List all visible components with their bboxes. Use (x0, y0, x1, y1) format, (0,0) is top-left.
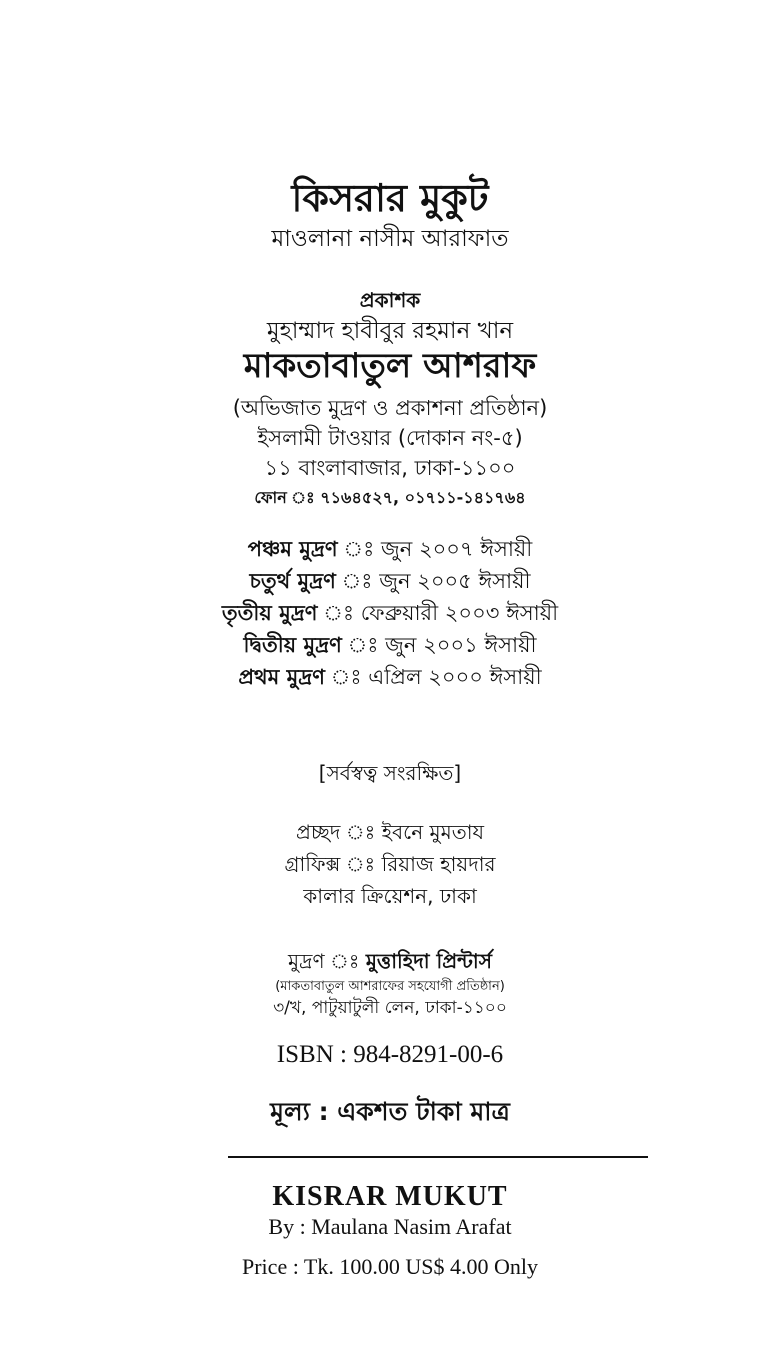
isbn: ISBN : 984-8291-00-6 (276, 1041, 504, 1068)
edition-label: দ্বিতীয় মুদ্রণ (243, 633, 342, 657)
edition-date: এপ্রিল ২০০০ ঈসায়ী (368, 665, 542, 689)
color-credit: কালার ক্রিয়েশন, ঢাকা (303, 884, 477, 908)
edition-separator: ঃ (317, 601, 361, 625)
printer-name: মুত্তাহিদা প্রিন্টার্স (365, 949, 492, 973)
edition-row (0, 665, 780, 690)
edition-date: জুন ২০০৫ ঈসায়ী (379, 569, 531, 593)
edition-row (0, 633, 780, 658)
edition-label: চতুর্থ মুদ্রণ (249, 569, 336, 593)
book-title: কিসরার মুকুট (291, 176, 489, 220)
price-bangla: মূল্য : একশত টাকা মাত্র (270, 1097, 510, 1126)
publisher-name: মুহাম্মাদ হাবীবুর রহমান খান (266, 318, 514, 344)
edition-date: ফেব্রুয়ারী ২০০৩ ঈসায়ী (360, 601, 559, 625)
edition-date: জুন ২০০১ ঈসায়ী (385, 633, 537, 657)
edition-label: তৃতীয় মুদ্রণ (221, 601, 318, 625)
edition-row (0, 537, 780, 562)
cover-credit: প্রচ্ছদ ঃ ইবনে মুমতায (295, 820, 485, 844)
divider-line (228, 1156, 648, 1158)
edition-label: প্রথম মুদ্রণ (238, 665, 325, 689)
printer-address: ৩/খ, পাটুয়াটুলী লেন, ঢাকা-১১০০ (273, 998, 507, 1018)
english-author: By : Maulana Nasim Arafat (268, 1214, 512, 1239)
edition-row (0, 601, 780, 626)
publisher-phone: ফোন ঃ ৭১৬৪৫২৭, ০১৭১১-১৪১৭৬৪ (254, 488, 526, 507)
edition-separator: ঃ (335, 569, 380, 593)
publisher-address-line-2: ১১ বাংলাবাজার, ঢাকা-১১০০ (264, 456, 516, 480)
rights-notice: [সর্বস্বত্ব সংরক্ষিত] (318, 761, 462, 785)
printer-note: (মাকতাবাতুল আশরাফের সহযোগী প্রতিষ্ঠান) (275, 979, 505, 994)
english-title: KISRAR MUKUT (272, 1181, 508, 1212)
edition-date: জুন ২০০৭ ঈসায়ী (380, 537, 533, 561)
publisher-house-logo: মাকতাবাতুল আশরাফ (243, 346, 537, 386)
edition-row (0, 569, 780, 594)
graphics-credit: গ্রাফিক্স ঃ রিয়াজ হায়দার (284, 852, 496, 876)
printer-line (0, 949, 780, 973)
edition-label: পঞ্চম মুদ্রণ (247, 537, 338, 561)
edition-separator: ঃ (324, 665, 369, 689)
english-price: Price : Tk. 100.00 US$ 4.00 Only (242, 1254, 538, 1279)
author-name: মাওলানা নাসীম আরাফাত (271, 226, 509, 252)
publisher-tagline: (অভিজাত মুদ্রণ ও প্রকাশনা প্রতিষ্ঠান) (232, 396, 548, 420)
printer-label: মুদ্রণ ঃ (288, 949, 366, 973)
edition-separator: ঃ (341, 633, 386, 657)
edition-separator: ঃ (337, 537, 381, 561)
publisher-address-line-1: ইসলামী টাওয়ার (দোকান নং-৫) (257, 426, 523, 450)
publisher-heading: প্রকাশক (359, 288, 421, 312)
